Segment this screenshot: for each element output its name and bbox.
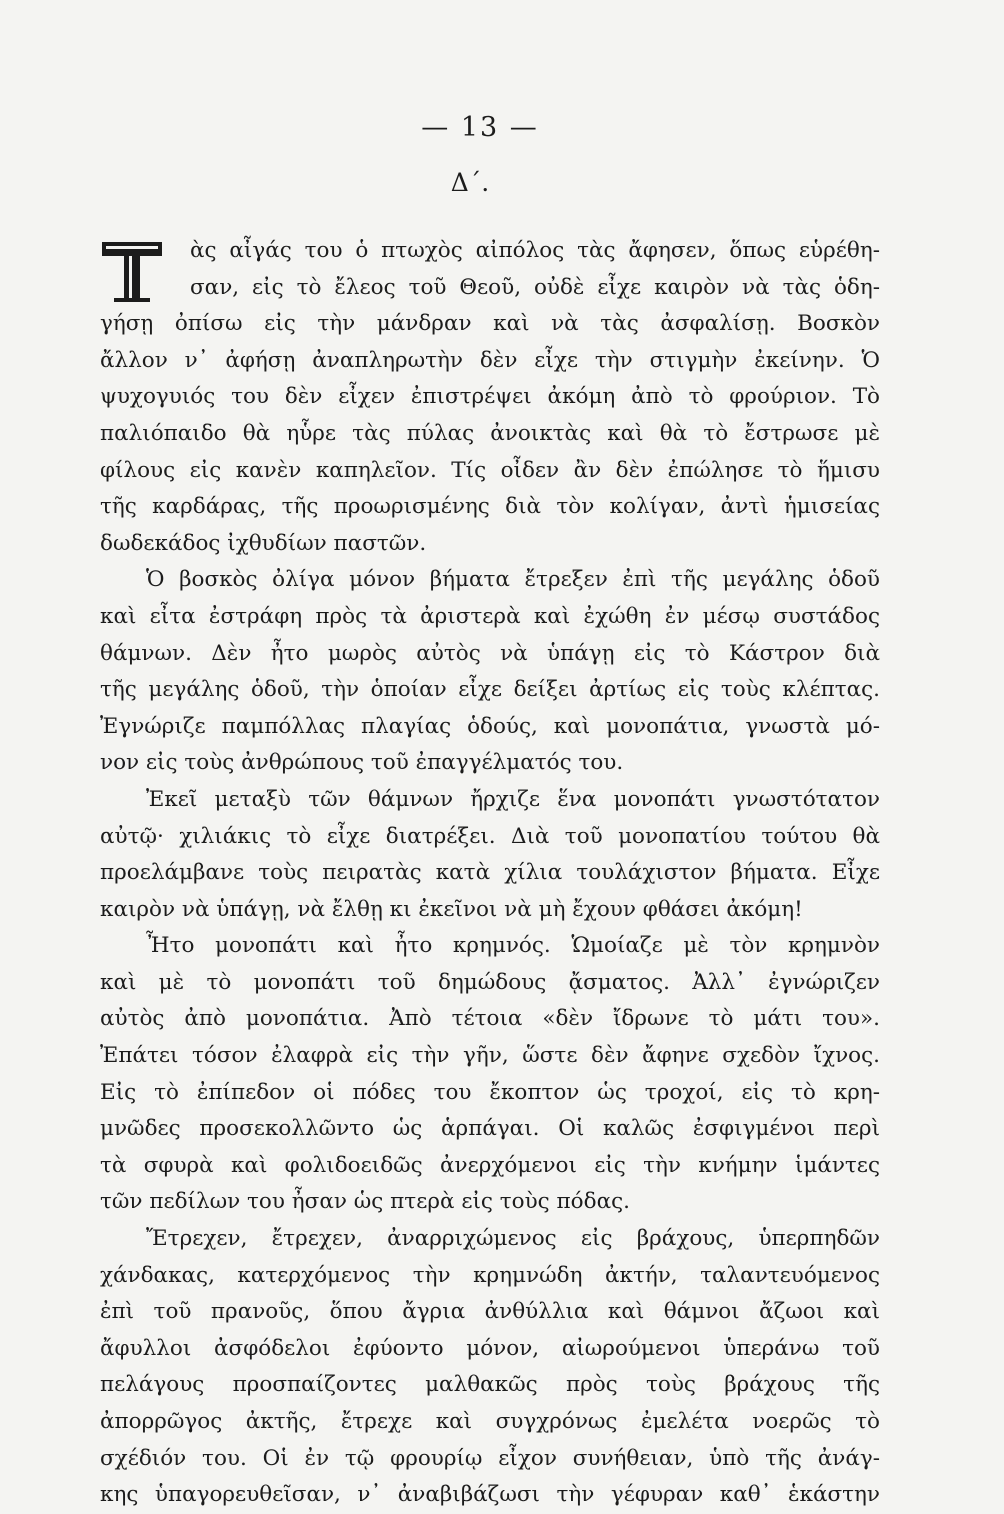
- text-line: ἄφυλλοι ἀσφόδελοι ἐφύοντο μόνον, αἰωρούμενοι ὑπεράνω τοῦ: [100, 1335, 880, 1361]
- text-line: σαν, εἰς τὸ ἔλεος τοῦ Θεοῦ, οὐδὲ εἶχε καιρὸν νὰ τὰς ὁδη-: [190, 274, 880, 300]
- text-line: Ὁ βοσκὸς ὀλίγα μόνον βήματα ἔτρεξεν ἐπὶ τῆς μεγάλης ὁδοῦ: [146, 567, 880, 593]
- text-line: δωδεκάδος ἰχθυδίων παστῶν.: [100, 530, 427, 556]
- text-line: φίλους εἰς κανὲν καπηλεῖον. Τίς οἶδεν ἂν δὲν ἐπώλησε τὸ ἥμισυ: [100, 457, 880, 483]
- text-line: πελάγους προσπαίζοντες μαλθακῶς πρὸς τοὺς βράχους τῆς: [100, 1372, 880, 1398]
- chapter-heading: Δ΄.: [450, 168, 490, 197]
- text-line: χάνδακας, κατερχόμενος τὴν κρημνώδη ἀκτήν, ταλαντευόμενος: [100, 1262, 880, 1288]
- text-line: Εἰς τὸ ἐπίπεδον οἱ πόδες του ἔκοπτον ὡς τροχοί, εἰς τὸ κρη-: [100, 1079, 880, 1105]
- text-line: αὐτῷ· χιλιάκις τὸ εἶχε διατρέξει. Διὰ τοῦ μονοπατίου τούτου θὰ: [100, 823, 880, 849]
- text-line: Ἦτο μονοπάτι καὶ ἦτο κρημνός. Ὡμοίαζε μὲ τὸν κρημνὸν: [146, 933, 880, 959]
- text-line: γήσῃ ὀπίσω εἰς τὴν μάνδραν καὶ νὰ τὰς ἀσφαλίσῃ. Βοσκὸν: [100, 311, 880, 337]
- text-line: καὶ μὲ τὸ μονοπάτι τοῦ δημώδους ᾄσματος. Ἀλλ᾿ ἐγνώριζεν: [100, 969, 880, 995]
- text-line: ἄλλον ν᾿ ἀφήσῃ ἀναπληρωτὴν δὲν εἶχε τὴν στιγμὴν ἐκείνην. Ὁ: [100, 347, 880, 373]
- text-line: σχέδιόν του. Οἱ ἐν τῷ φρουρίῳ εἶχον συνήθειαν, ὑπὸ τῆς ἀνάγ-: [100, 1445, 880, 1471]
- text-line: ψυχογυιός του δὲν εἶχεν ἐπιστρέψει ἀκόμη ἀπὸ τὸ φρούριον. Τὸ: [100, 384, 880, 410]
- page-number: — 13 —: [421, 112, 539, 143]
- text-line: μνῶδες προσεκολλῶντο ὡς ἁρπάγαι. Οἱ καλῶς ἐσφιγμένοι περὶ: [100, 1116, 880, 1142]
- text-line: ἀπορρῶγος ἀκτῆς, ἔτρεχε καὶ συγχρόνως ἐμελέτα νοερῶς τὸ: [100, 1409, 880, 1434]
- text-line: νον εἰς τοὺς ἀνθρώπους τοῦ ἐπαγγέλματός του.: [100, 750, 624, 776]
- text-line: παλιόπαιδο θὰ ηὗρε τὰς πύλας ἀνοικτὰς καὶ θὰ τὸ ἔστρωσε μὲ: [100, 420, 880, 446]
- text-line: τῆς μεγάλης ὁδοῦ, τὴν ὁποίαν εἶχε δείξει ἀρτίως εἰς τοὺς κλέπτας.: [100, 677, 880, 703]
- text-line: θάμνων. Δὲν ἦτο μωρὸς αὐτὸς νὰ ὑπάγῃ εἰς τὸ Κάστρον διὰ: [100, 640, 880, 666]
- text-line: κης ὑπαγορευθεῖσαν, ν᾿ ἀναβιβάζωσι τὴν γέφυραν καθ᾿ ἑκάστην: [100, 1482, 880, 1508]
- text-line: αὐτὸς ἀπὸ μονοπάτια. Ἀπὸ τέτοια «δὲν ἴδρωνε τὸ μάτι του».: [100, 1006, 880, 1032]
- text-line: τῶν πεδίλων του ἦσαν ὡς πτερὰ εἰς τοὺς πόδας.: [100, 1189, 630, 1215]
- text-line: Ἐπάτει τόσον ἐλαφρὰ εἰς τὴν γῆν, ὥστε δὲν ἄφηνε σχεδὸν ἴχνος.: [100, 1043, 880, 1069]
- text-line: τῆς καρδάρας, τῆς προωρισμένης διὰ τὸν κολίγαν, ἀντὶ ἡμισείας: [100, 494, 880, 520]
- text-line: Ἐγνώριζε παμπόλλας πλαγίας ὁδούς, καὶ μονοπάτια, γνωστὰ μό-: [100, 713, 880, 739]
- text-line: ἐπὶ τοῦ πρανοῦς, ὅπου ἄγρια ἀνθύλλια καὶ θάμνοι ἄζωοι καὶ: [100, 1299, 880, 1325]
- text-body: [100, 233, 880, 1514]
- text-line: καὶ εἶτα ἐστράφη πρὸς τὰ ἀριστερὰ καὶ ἐχώθη ἐν μέσῳ συστάδος: [100, 603, 880, 629]
- text-line: Ἐκεῖ μεταξὺ τῶν θάμνων ἤρχιζε ἕνα μονοπάτι γνωστότατον: [146, 786, 880, 812]
- text-line: καιρὸν νὰ ὑπάγῃ, νὰ ἔλθῃ κι ἐκεῖνοι νὰ μὴ ἔχουν φθάσει ἀκόμη!: [100, 896, 803, 922]
- text-line: Ἔτρεχεν, ἔτρεχεν, ἀναρριχώμενος εἰς βράχους, ὑπερπηδῶν: [146, 1226, 880, 1252]
- text-line: προελάμβανε τοὺς πειρατὰς κατὰ χίλια τουλάχιστον βήματα. Εἶχε: [100, 860, 880, 886]
- text-line: τὰ σφυρὰ καὶ φολιδοειδῶς ἀνερχόμενοι εἰς τὴν κνήμην ἱμάντες: [100, 1152, 880, 1178]
- text-line: ὰς αἶγάς του ὁ πτωχὸς αἰπόλος τὰς ἄφησεν, ὅπως εὑρέθη-: [190, 238, 880, 263]
